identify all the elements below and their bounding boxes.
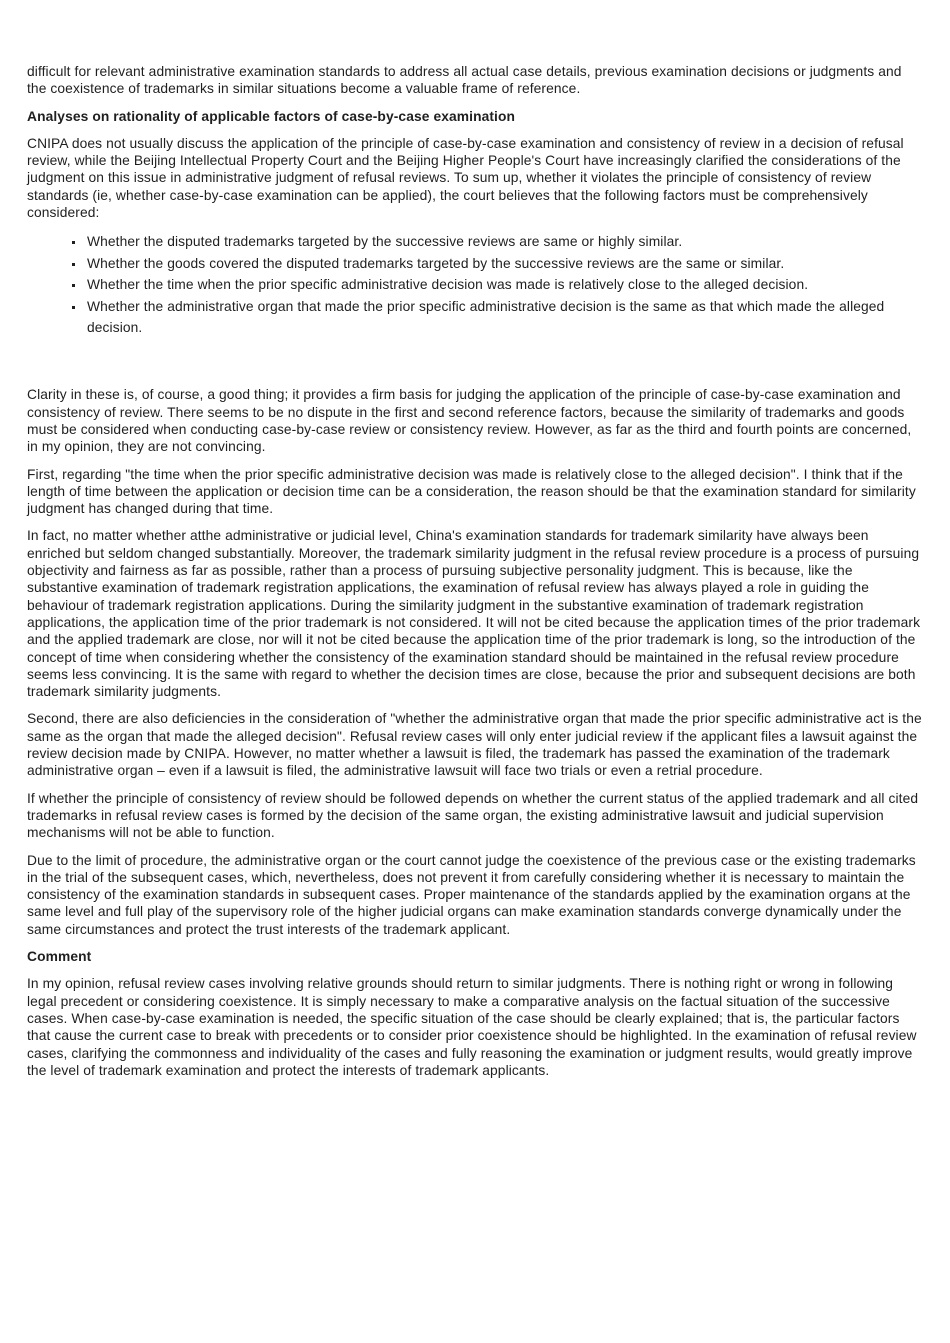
cnipa-paragraph: CNIPA does not usually discuss the application of the principle of case-by-case examination and consistency of review in a decision of refusal review, while the Beijing Intellectual Property Court and the Beijing Higher People's Court have increasingly clarified the considerations of the judgment on this issue in administrative judgment of refusal reviews. To sum up, whether it violates the principle of consistency of review standards (ie, whether case-by-case examination can be applied), the court believes that the following factors must be comprehensively considered: <box>27 135 904 221</box>
factor-item: ▪ Whether the administrative organ that made the prior specific administrative decision is the same as that which made the alleged decision. <box>85 296 923 339</box>
section-heading-analyses: Analyses on rationality of applicable factors of case-by-case examination <box>27 108 516 124</box>
factor-item: ▪ Whether the disputed trademarks targeted by the successive reviews are same or highly similar. <box>85 231 923 252</box>
intro-paragraph: difficult for relevant administrative examination standards to address all actual case details, previous examination decisions or judgments and the coexistence of trademarks in similar situations become a valuable frame of reference. <box>27 64 902 97</box>
in-fact-paragraph: In fact, no matter whether atthe administrative or judicial level, China's examination standards for trademark similarity have always been enriched but seldom changed substantially. Moreover, the trademark similarity judgment in the refusal review procedure is a process of pursuing objectivity and fairness as far as possible, rather than a process of pursuing subjective personality judgment. This is because, like the substantive examination of trademark registration applications, the examination of refusal review has always played a role in guiding the behaviour of trademark registration applications. During the similarity judgment in the substantive examination of trademark registration applications, the application time of the prior trademark is not considered. It will not be cited because the application times of the prior trademark and the applied trademark are close, nor will it not be cited because the application time of the prior trademark is long, so the introduction of the concept of time when considering whether the consistency of the examination standard should be maintained in the refusal review procedure seems less convincing. It is the same with regard to whether the decision times are close, because the prior and subsequent decisions are both trademark similarity judgments. <box>27 528 921 700</box>
due-to-paragraph: Due to the limit of procedure, the administrative organ or the court cannot judge the coexistence of the previous case or the existing trademarks in the trial of the subsequent cases, which, nevertheless, does not prevent it from carefully considering whether it is necessary to maintain the consistency of the examination standards in subsequent cases. Proper maintenance of the standards applied by the examination organs at the same level and full play of the supervisory role of the higher judicial organs can make examination standards converge dynamically under the same circumstances and protect the trust interests of the trademark applicant. <box>27 852 916 937</box>
clarity-paragraph: Clarity in these is, of course, a good thing; it provides a firm basis for judging the application of the principle of case-by-case examination and consistency of review. There seems to be no dispute in the first and second reference factors, because the similarity of trademarks and goods must be considered when conducting case-by-case review or consistency review. However, as far as the third and fourth points are concerned, in my opinion, they are not convincing. <box>27 387 912 455</box>
second-point-paragraph: Second, there are also deficiencies in the consideration of "whether the administrative organ that made the prior specific administrative act is the same as the organ that made the alleged decision". Refusal review cases will only enter judicial review if the applicant files a lawsuit against the review decision made by CNIPA. However, no matter whether a lawsuit is filed, the trademark has passed the examination of the trademark administrative organ – even if a lawsuit is filed, the administrative lawsuit will face two trials or even a retrial procedure. <box>27 711 922 779</box>
factor-list <box>27 231 923 338</box>
section-heading-comment: Comment <box>27 949 92 965</box>
if-whether-paragraph: If whether the principle of consistency of review should be followed depends on whether the current status of the applied trademark and all cited trademarks in refusal review cases is formed by the decision of the same organ, the existing administrative lawsuit and judicial supervision mechanisms will not be able to function. <box>27 790 919 841</box>
first-point-paragraph: First, regarding "the time when the prior specific administrative decision was made is relatively close to the alleged decision". I think that if the length of time between the application or decision time can be a consideration, the reason should be that the examination standard for similarity judgment has changed during that time. <box>27 466 916 517</box>
comment-paragraph: In my opinion, refusal review cases involving relative grounds should return to similar judgments. There is nothing right or wrong in following legal precedent or considering coexistence. It is simply necessary to make a comparative analysis on the factual situation of the successive cases. When case-by-case examination is needed, the specific situation of the case should be clearly explained; that is, the particular factors that cause the current case to break with precedents or to consider prior coexistence should be highlighted. In the examination of refusal review cases, clarifying the commonness and individuality of the cases and fully reasoning the examination or judgment results, would greatly improve the level of trademark examination and protect the interests of trademark applicants. <box>27 976 917 1078</box>
factor-item: ▪ Whether the goods covered the disputed trademarks targeted by the successive reviews are the same or similar. <box>85 253 923 274</box>
factor-item: ▪ Whether the time when the prior specific administrative decision was made is relatively close to the alleged decision. <box>85 274 923 295</box>
